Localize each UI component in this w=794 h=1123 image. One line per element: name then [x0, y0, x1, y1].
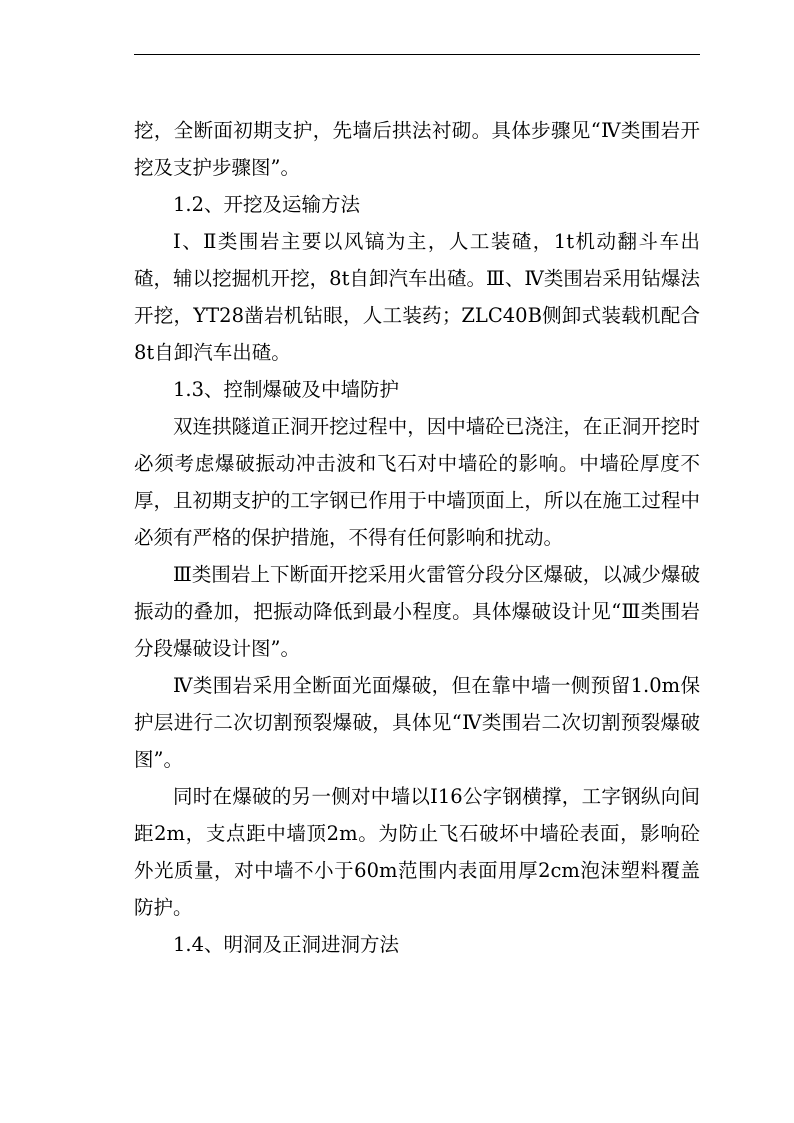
section-heading-1-3: 1.3、控制爆破及中墙防护	[173, 378, 400, 401]
paragraph-continuation: 挖，全断面初期支护，先墙后拱法衬砌。具体步骤见“Ⅳ类围岩开挖及支护步骤图”。	[134, 119, 700, 179]
section-heading-1-4: 1.4、明洞及正洞进洞方法	[173, 933, 400, 956]
document-body	[134, 112, 700, 963]
paragraph-class-iii-blasting: Ⅲ类围岩上下断面开挖采用火雷管分段分区爆破，以减少爆破振动的叠加，把振动降低到最小程度。具体爆破设计见“Ⅲ类围岩分段爆破设计图”。	[134, 563, 700, 660]
paragraph-excavation-method: Ⅰ、Ⅱ类围岩主要以风镐为主，人工装碴，1t机动翻斗车出碴，辅以挖掘机开挖，8t自卸汽车出碴。Ⅲ、Ⅳ类围岩采用钻爆法开挖，YT28凿岩机钻眼，人工装药；ZLC40B侧卸式装载机配合8t自卸汽车出碴。	[134, 230, 700, 364]
paragraph-blasting-impact: 双连拱隧道正洞开挖过程中，因中墙砼已浇注，在正洞开挖时必须考虑爆破振动冲击波和飞石对中墙砼的影响。中墙砼厚度不厚，且初期支护的工字钢已作用于中墙顶面上，所以在施工过程中必须有严格的保护措施，不得有任何影响和扰动。	[134, 415, 700, 549]
paragraph-wall-protection: 同时在爆破的另一侧对中墙以I16公字钢横撑，工字钢纵向间距2m，支点距中墙顶2m。为防止飞石破坏中墙砼表面，影响砼外光质量，对中墙不小于60m范围内表面用厚2cm泡沫塑料覆盖防护。	[134, 785, 700, 919]
section-heading-1-2: 1.2、开挖及运输方法	[173, 193, 361, 216]
paragraph-class-iv-blasting: Ⅳ类围岩采用全断面光面爆破，但在靠中墙一侧预留1.0m保护层进行二次切割预裂爆破，具体见“Ⅳ类围岩二次切割预裂爆破图”。	[134, 674, 700, 771]
header-rule	[134, 54, 700, 55]
